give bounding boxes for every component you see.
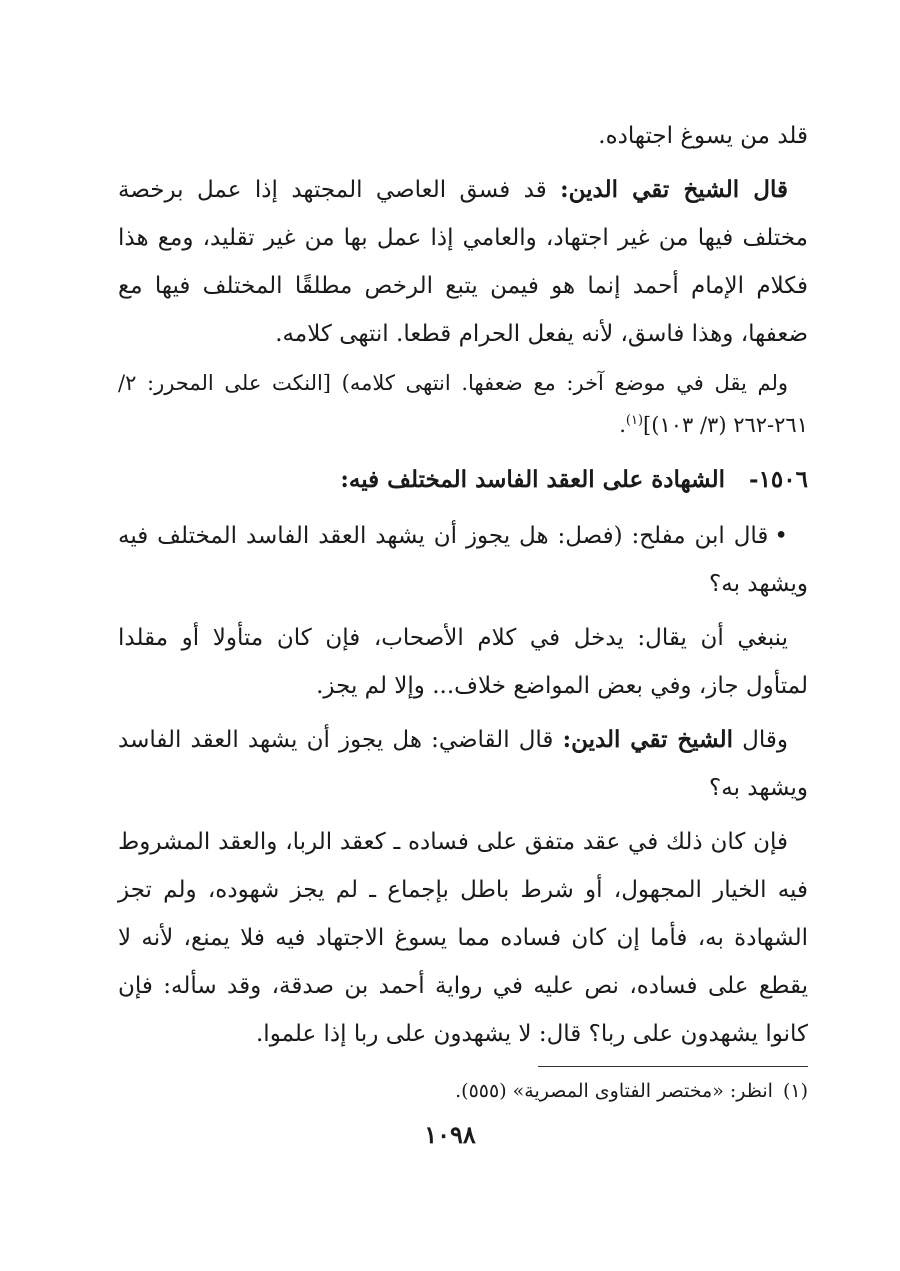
paragraph-2 — [118, 166, 808, 358]
paragraph-6 — [118, 716, 808, 812]
page-number: ١٠٩٨ — [424, 1120, 476, 1149]
paragraph-4 — [118, 512, 808, 608]
paragraph-5: ينبغي أن يقال: يدخل في كلام الأصحاب، فإن كان متأولا أو مقلدا لمتأول جاز، وفي بعض المواضع خلاف... وإلا لم يجز. — [118, 625, 808, 699]
speaker-name: قال الشيخ تقي الدين: — [560, 176, 788, 203]
footnote — [118, 1076, 808, 1106]
paragraph-6-prefix: وقال — [733, 727, 789, 753]
footnote-reference: (١) — [625, 413, 644, 428]
paragraph-6-text: قال القاضي: هل يجوز أن يشهد العقد الفاسد ويشهد به؟ — [118, 727, 808, 801]
paragraph-2-text: قد فسق العاصي المجتهد إذا عمل برخصة مختلف فيها من غير اجتهاد، والعامي إذا عمل بها من غير تقليد، ومع هذا فكلام الإمام أحمد إنما هو فيمن يتبع الرخص مطلقًا المختلف فيها مع ضعفها، وهذا فاسق، لأنه يفعل الحرام قطعا. انتهى كلامه. — [118, 177, 808, 347]
paragraph-3-end: . — [619, 413, 626, 437]
paragraph-3-text: ولم يقل في موضع آخر: مع ضعفها. انتهى كلامه) [النكت على المحرر: ٢/ ٢٦١-٢٦٢ (٣/ ١٠٣)] — [118, 371, 808, 437]
section-title: الشهادة على العقد الفاسد المختلف فيه: — [340, 466, 726, 493]
footnote-number: (١) — [782, 1080, 808, 1102]
section-heading — [118, 456, 808, 504]
paragraph-1: قلد من يسوغ اجتهاده. — [598, 123, 808, 149]
paragraph-3 — [118, 364, 808, 444]
paragraph-4-text: قال ابن مفلح: (فصل: هل يجوز أن يشهد العقد الفاسد المختلف فيه ويشهد به؟ — [118, 523, 808, 597]
paragraph-7: فإن كان ذلك في عقد متفق على فساده ـ كعقد الربا، والعقد المشروط فيه الخيار المجهول، أو شرط باطل بإجماع ـ لم يجز شهوده، ولم تجز الشهادة به، فأما إن كان فساده مما يسوغ الاجتهاد فيه فلا يمنع، لأنه لا يقطع على فساده، نص عليه في رواية أحمد بن صدقة، وقد سأله: فإن كانوا يشهدون على ربا؟ قال: لا يشهدون على ربا إذا علموا. — [118, 829, 808, 1047]
footnote-text: انظر: «مختصر الفتاوى المصرية» (٥٥٥). — [455, 1080, 773, 1102]
section-number: ١٥٠٦- — [749, 466, 808, 493]
main-text — [118, 112, 808, 1064]
footnote-divider — [538, 1066, 808, 1067]
bullet-icon: • — [774, 523, 788, 549]
speaker-name-2: الشيخ تقي الدين: — [562, 726, 734, 753]
